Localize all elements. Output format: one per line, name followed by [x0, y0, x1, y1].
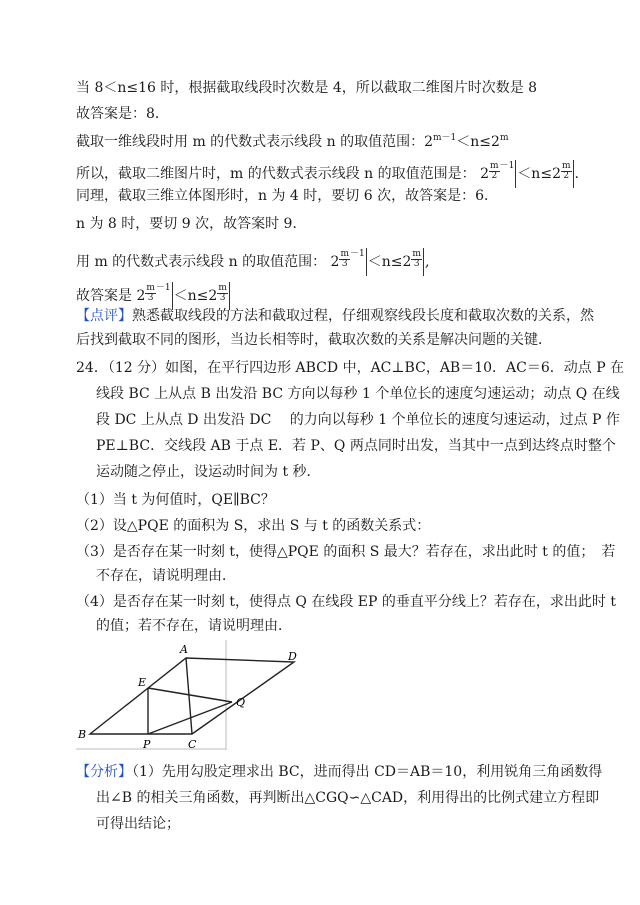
expr4-frac: [145, 284, 156, 303]
expr-base: 2: [480, 166, 490, 182]
text-line-3-lead: 截取一维线段时用 m 的代数式表示线段 n 的取值范围：: [76, 134, 425, 150]
expr-minus: －1: [499, 161, 515, 171]
subquestion-1: （1）当 t 为何值时，QE∥BC？: [76, 492, 275, 508]
expr4-den-2: 3: [219, 293, 226, 303]
power-exp-2: m: [499, 133, 509, 143]
abs-bar-2: [573, 160, 574, 188]
analysis-tag: 【分析】: [76, 764, 132, 780]
question-24-line-3: 段 DC 上从点 D 出发沿 DC 的力向以每秒 1 个单位长的速度匀速运动，过点 P 作: [96, 412, 620, 428]
label-b: B: [78, 728, 87, 741]
frac-den: 2: [491, 171, 498, 181]
expr-ineq: ＜n≤: [517, 166, 553, 182]
math-expr-2d: [480, 161, 579, 182]
text-line-1: 当 8＜n≤16 时，根据截取线段时次数是 4，所以截取二维图片时次数是 8: [76, 80, 538, 96]
expr-period: .: [574, 166, 579, 182]
subquestion-3a: （3）是否存在某一时刻 t，使得△PQE 的面积 S 最大？若存在，求出此时 t 的值； 若: [76, 544, 616, 560]
label-c: C: [188, 738, 197, 750]
ineq: ＜n≤2: [456, 134, 500, 150]
expr3-minus: －1: [350, 249, 365, 259]
text-line-5: 同理，截取三维立体图形时，n 为 4 时，要切 6 次，故答案是：6．: [76, 188, 498, 204]
label-a: A: [180, 643, 188, 656]
power-exp: m－1: [433, 133, 457, 143]
expr3-num: m: [340, 249, 350, 259]
review-tag: 【点评】: [76, 308, 132, 324]
expr3-base: 2: [330, 254, 340, 270]
power-base: 2: [424, 134, 434, 150]
frac-den-2: 2: [563, 171, 570, 181]
math-expr-3d-b: [136, 283, 230, 304]
expr4-base: 2: [136, 288, 146, 304]
expr3-bar-2: [423, 248, 424, 276]
segment-ac: [186, 658, 192, 734]
expr3-ineq: ＜n≤: [367, 254, 403, 270]
expr4-frac-2: [217, 284, 228, 303]
expr3-den-2: 3: [413, 259, 420, 269]
frac-num: m: [490, 161, 499, 171]
review-line-2: 后找到截取不同的图形，当边长相等时，截取次数的关系是解决问题的关键．: [76, 332, 552, 348]
text-line-4: [76, 156, 579, 188]
expr3-num-2: m: [412, 249, 421, 259]
text-line-7-lead: 用 m 的代数式表示线段 n 的取值范围：: [76, 254, 327, 270]
subquestion-2: （2）设△PQE 的面积为 S，求出 S 与 t 的函数关系式：: [76, 518, 431, 534]
expr3-comma: ,: [424, 254, 430, 270]
analysis-text-1: （1）先用勾股定理求出 BC，进而得出 CD＝AB＝10，利用锐角三角函数得: [132, 764, 603, 780]
expr4-minus: －1: [155, 283, 171, 293]
text-line-4-lead: 所以，截取二维图片时，m 的代数式表示线段 n 的取值范围是：: [76, 166, 476, 182]
expr-frac-2: [561, 162, 572, 181]
text-line-3: [76, 128, 508, 152]
review-text-1: 熟悉截取线段的方法和截取过程，仔细观察线段长度和截取次数的关系，然: [132, 308, 594, 324]
expr3-base-2: 2: [402, 254, 412, 270]
expr3-frac-2: [411, 250, 422, 269]
expr4-base-2: 2: [208, 288, 218, 304]
label-q: Q: [236, 696, 246, 709]
label-e: E: [138, 676, 147, 689]
text-line-7: [76, 244, 429, 276]
expr-frac: [489, 162, 500, 181]
question-24-line-2: 线段 BC 上从点 B 出发沿 BC 方向以每秒 1 个单位长的速度匀速运动；动点 Q 在线: [96, 386, 620, 402]
expr3-den: 3: [341, 259, 348, 269]
subquestion-4b: 的值；若不存在，请说明理由．: [96, 618, 292, 634]
expr4-num: m: [146, 283, 155, 293]
subquestion-3b: 不存在，请说明理由．: [96, 568, 236, 584]
expr-base-2: 2: [552, 166, 561, 182]
text-line-2: 故答案是：8．: [76, 106, 169, 122]
label-d: D: [288, 650, 297, 663]
subquestion-4a: （4）是否存在某一时刻 t，使得点 Q 在线段 EP 的垂直平分线上？若存在，求出此时 t: [76, 594, 616, 610]
analysis-line-2: 出∠B 的相关三角函数，再判断出△CGQ∽△CAD，利用得出的比例式建立方程即: [96, 790, 600, 806]
analysis-line-3: 可得出结论；: [96, 816, 180, 832]
parallelogram-figure: [76, 640, 306, 750]
text-line-8-lead: 故答案是: [76, 288, 132, 304]
expr4-den: 3: [147, 293, 154, 303]
expr3-frac: [339, 250, 350, 269]
question-24-line-1: 24．（12 分）如图，在平行四边形 ABCD 中，AC⊥BC，AB＝10．AC＝6．动点 P 在: [76, 360, 625, 376]
expr3-bar: [366, 248, 367, 276]
expr4-num-2: m: [218, 283, 227, 293]
question-24-line-4: PE⊥BC．交线段 AB 于点 E．若 P、Q 两点同时出发，当其中一点到达终点时整个: [96, 438, 616, 454]
question-24-line-5: 运动随之停止，设运动时间为 t 秒．: [96, 464, 321, 480]
expr4-ineq: ＜n≤: [173, 288, 209, 304]
review-line-1: [76, 306, 594, 326]
frac-num-2: m: [561, 161, 571, 171]
text-line-6: n 为 8 时，要切 9 次，故答案时 9．: [76, 216, 307, 232]
label-p: P: [143, 738, 151, 750]
math-expr-3d: [330, 249, 430, 270]
analysis-line-1: [76, 762, 602, 782]
